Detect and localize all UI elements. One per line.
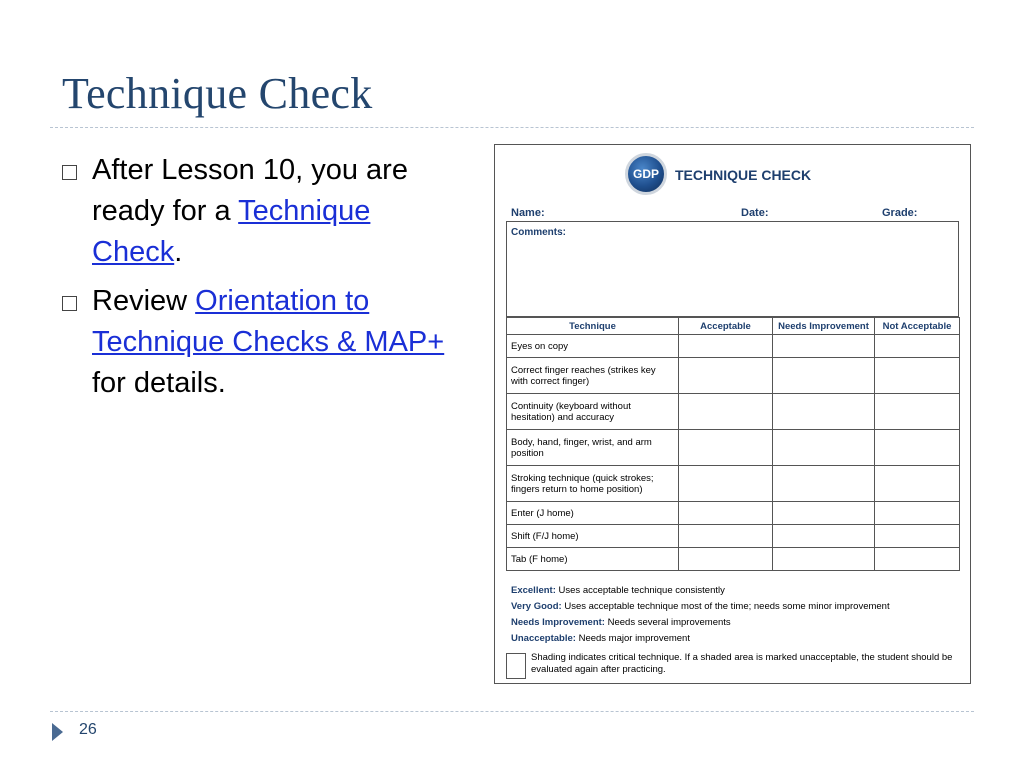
shading-swatch [506,653,526,679]
acceptable-cell [679,525,773,548]
table-row [507,525,960,548]
acceptable-cell [679,502,773,525]
not-acceptable-cell [875,335,960,358]
needs-improvement-cell [773,430,875,466]
technique-cell: Enter (J home) [507,502,679,525]
table-header-row [507,318,960,335]
col-not-acceptable: Not Acceptable [875,318,960,335]
needs-improvement-cell [773,394,875,430]
bullet-text-end: for details. [92,367,226,399]
table-row [507,466,960,502]
needs-improvement-cell [773,502,875,525]
technique-cell: Stroking technique (quick strokes; fingers return to home position) [507,466,679,502]
needs-improvement-cell [773,525,875,548]
bullet-list [62,150,462,412]
name-label: Name: [511,207,545,219]
not-acceptable-cell [875,466,960,502]
col-needs-improvement: Needs Improvement [773,318,875,335]
acceptable-cell [679,466,773,502]
table-row [507,502,960,525]
grade-label: Grade: [882,207,918,219]
not-acceptable-cell [875,525,960,548]
legend-excellent: Excellent: Uses acceptable technique consistently [511,585,725,596]
acceptable-cell [679,548,773,571]
needs-improvement-cell [773,335,875,358]
legend-unacceptable: Unacceptable: Needs major improvement [511,633,690,644]
orientation-link[interactable]: Orientation to Technique Checks & MAP+ [92,285,445,358]
not-acceptable-cell [875,502,960,525]
shading-note: Shading indicates critical technique. If a shaded area is marked unacceptable, the student should be evaluated again after practicing. [531,652,953,675]
not-acceptable-cell [875,394,960,430]
title-divider [50,127,974,128]
bullet-box-icon [62,296,77,311]
acceptable-cell [679,394,773,430]
needs-improvement-cell [773,358,875,394]
technique-check-link[interactable]: Technique Check [92,195,371,268]
table-row [507,430,960,466]
technique-check-form [494,144,971,684]
table-row [507,358,960,394]
acceptable-cell [679,430,773,466]
not-acceptable-cell [875,548,960,571]
date-label: Date: [741,207,769,219]
bullet-review-orientation [62,281,462,404]
technique-cell: Eyes on copy [507,335,679,358]
bullet-box-icon [62,165,77,180]
technique-cell: Tab (F home) [507,548,679,571]
acceptable-cell [679,335,773,358]
needs-improvement-cell [773,548,875,571]
technique-cell: Continuity (keyboard without hesitation) and accuracy [507,394,679,430]
page-number: 26 [79,721,97,738]
table-row [507,394,960,430]
arrow-right-icon [52,723,63,741]
needs-improvement-cell [773,466,875,502]
slide-title: Technique Check [62,69,373,118]
form-title: TECHNIQUE CHECK [675,167,812,183]
col-technique: Technique [507,318,679,335]
bullet-technique-check [62,150,462,273]
grading-legend [511,583,890,647]
footer-divider [50,711,974,712]
table-row [507,548,960,571]
bullet-text: After Lesson 10, you are ready for a [92,154,408,227]
technique-cell: Body, hand, finger, wrist, and arm position [507,430,679,466]
technique-cell: Correct finger reaches (strikes key with correct finger) [507,358,679,394]
not-acceptable-cell [875,430,960,466]
gdp-logo-icon: GDP [625,153,667,195]
legend-needs-improvement: Needs Improvement: Needs several improvements [511,617,731,628]
comments-box [506,221,959,317]
not-acceptable-cell [875,358,960,394]
technique-table [506,317,960,571]
bullet-text-end: . [174,236,183,268]
bullet-text: Review [92,285,196,317]
col-acceptable: Acceptable [679,318,773,335]
technique-cell: Shift (F/J home) [507,525,679,548]
comments-label: Comments: [511,227,567,238]
acceptable-cell [679,358,773,394]
table-row [507,335,960,358]
legend-very-good: Very Good: Uses acceptable technique most of the time; needs some minor improvement [511,601,890,612]
